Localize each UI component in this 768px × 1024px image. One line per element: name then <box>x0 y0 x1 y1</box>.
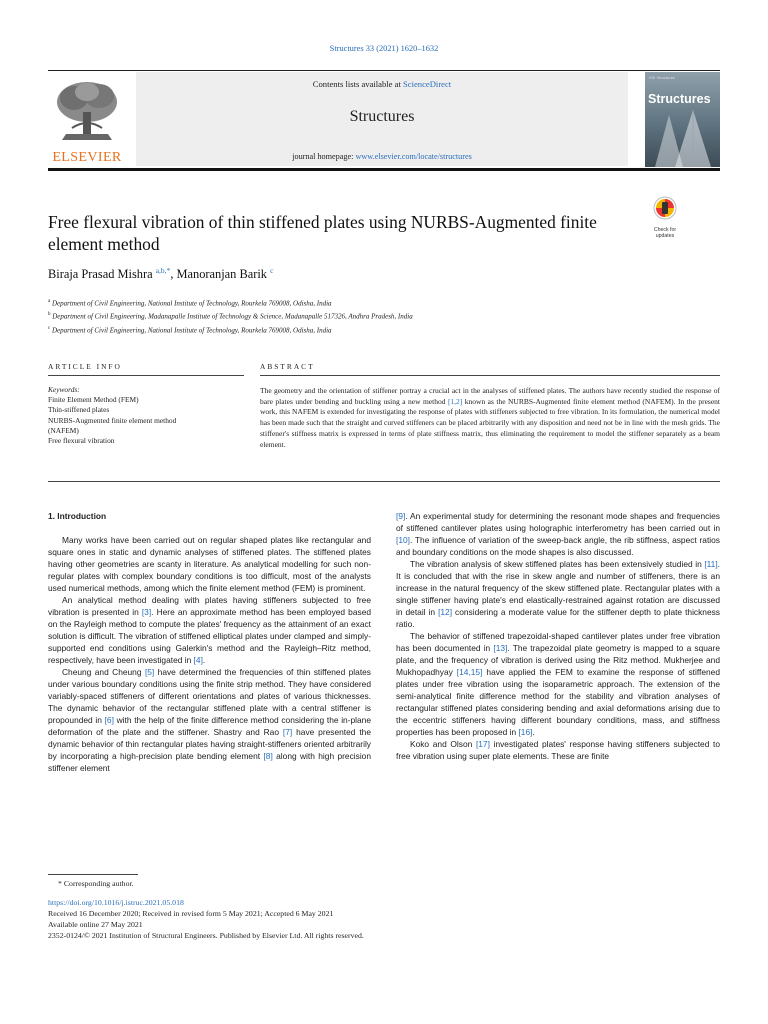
received-dates: Received 16 December 2020; Received in revised form 5 May 2021; Accepted 6 May 2021 <box>48 909 334 918</box>
affiliation-line <box>48 323 413 336</box>
paragraph <box>396 510 720 558</box>
homepage-prefix: journal homepage: <box>292 152 356 161</box>
keyword-item: Thin-stiffened plates <box>48 405 110 415</box>
header-bottom-rule <box>48 168 720 171</box>
citation-link[interactable]: [9] <box>396 511 406 521</box>
available-online-date: Available online 27 May 2021 <box>48 920 143 929</box>
journal-homepage-line <box>136 152 628 161</box>
citation-link[interactable]: [1,2] <box>447 396 463 406</box>
affiliation-text: Department of Civil Engineering, Madanapalle Institute of Technology & Science, Madanapalle 517326, Andhra Pradesh, India <box>52 312 413 321</box>
author-name[interactable]: Manoranjan Barik <box>176 267 268 282</box>
citation-link[interactable]: [4] <box>193 655 203 665</box>
paragraph-text: . The trapezoidal plate geometry is mapped to a square plate, and the frequency of vibration is derived using the Ritz method. Mukherjee and Mukhopadhyay <box>396 643 721 677</box>
copyright-line: 2352-0124/© 2021 Institution of Structural Engineers. Published by Elsevier Ltd. All rights reserved. <box>48 931 364 940</box>
check-updates-icon <box>653 196 677 220</box>
journal-reference[interactable]: Structures 33 (2021) 1620–1632 <box>329 44 439 53</box>
sciencedirect-link[interactable]: ScienceDirect <box>403 79 452 89</box>
paragraph-text: along with high precision stiffener element <box>48 751 371 773</box>
citation-link[interactable]: [10] <box>396 535 410 545</box>
abstract-bottom-rule <box>48 481 720 482</box>
article-title: Free flexural vibration of thin stiffened plates using NURBS-Augmented finite element method <box>48 212 597 254</box>
citation-link[interactable]: [14,15] <box>456 667 483 677</box>
paragraph <box>396 738 720 762</box>
affiliation-text: Department of Civil Engineering, National Institute of Technology, Rourkela 769008, Odisha, India <box>51 299 332 308</box>
check-updates-label: Check for updates <box>653 227 677 239</box>
paragraph-text: . The influence of variation of the sweep-back angle, the rib stiffness, aspect ratios and boundary conditions on the mode shapes is also discussed. <box>396 535 720 557</box>
paragraph-text: . An experimental study for determining the resonant mode shapes and frequencies of stiffened cantilever plates using holographic interferometry has been carried out in <box>396 511 720 533</box>
citation-link[interactable]: [16] <box>518 727 533 737</box>
citation-link[interactable]: [5] <box>144 667 155 677</box>
citation-link[interactable]: [6] <box>104 715 114 725</box>
abstract-text-part: The geometry and the orientation of stiffener portray a crucial act in the analyses of stiffened plates. The authors have recently studied the response of bare plates under bending and buckling using a new method <box>260 386 720 406</box>
elsevier-wordmark: ELSEVIER <box>52 150 122 165</box>
paragraph-text: have determined the frequencies of thin stiffened plates under various boundary conditions using the finite strip method. They have considered variably-spaced stiffeners of different orientations and plates of various thicknesses. The dynamic behavior of the rectangular stiffened plate with a central stiffener is propounded in <box>48 667 371 725</box>
abstract-text <box>260 386 720 450</box>
elsevier-tree-logo <box>52 78 122 148</box>
body-column-right <box>396 510 720 762</box>
citation-link[interactable]: [12] <box>438 607 453 617</box>
paragraph-text: . <box>202 655 206 665</box>
citation-link[interactable]: [13] <box>493 643 508 653</box>
affiliations <box>48 296 413 336</box>
abstract-rule <box>260 375 720 376</box>
citation-link[interactable]: [7] <box>282 727 293 737</box>
paragraph-text: considering a moderate value for the stiffener depth to plate thickness ratio. <box>396 607 720 629</box>
paragraph-text: Koko and Olson <box>410 739 476 749</box>
paragraph-text: have applied the FEM to examine the response of stiffened plates under free vibration using the isoparametric approach. The extension of the semi-analytical finite difference method for the stability and vibration analyses of rectangular stiffened plates considering bending and axial deformations arising due to the eccentric stiffeners having different boundary conditions, mass, and stiffness properties has been proposed in <box>396 667 720 737</box>
paragraph: Many works have been carried out on regular shaped plates like rectangular and square ones in static and dynamic analyses of stiffened plates. The stiffened plates having other geometries are scanty in literature. As analytical modelling for such non-regular plates with complex boundary conditions is too difficult, most of the analysts used numerical methods, among which the finite element method (FEM) is prominent. <box>48 535 371 593</box>
paragraph-text: The behavior of stiffened trapezoidal-shaped cantilever plates under free vibration has been documented in <box>396 631 720 653</box>
author-list: Biraja Prasad Mishra $^{a,b,*}$, Manoranjan Barik $^c$ <box>48 266 274 282</box>
paragraph <box>396 558 720 630</box>
paragraph-text: with the help of the finite difference method considering the in-plane deformation of the plate and the stiffener. Shastry and Rao <box>48 715 371 737</box>
keyword-item: Finite Element Method (FEM) <box>48 395 139 405</box>
paragraph <box>396 630 720 738</box>
keywords-block <box>48 385 176 446</box>
homepage-link[interactable]: www.elsevier.com/locate/structures <box>355 152 472 161</box>
affiliation-text: Department of Civil Engineering, National Institute of Technology, Rourkela 769008, Odisha, India <box>51 325 332 334</box>
citation-link[interactable]: [11] <box>704 559 718 569</box>
keyword-item: (NAFEM) <box>48 425 79 435</box>
paragraph <box>48 594 371 666</box>
author-affiliation-marker[interactable]: a,b,* <box>155 266 171 275</box>
author-affiliation-marker[interactable]: c <box>270 266 274 275</box>
keyword-item: Free flexural vibration <box>48 436 115 446</box>
affiliation-line <box>48 296 413 309</box>
article-info-rule <box>48 375 244 376</box>
citation-link[interactable]: [3] <box>141 607 152 617</box>
abstract-text-part: known as the NURBS-Augmented finite element method (NAFEM). In the present work, this NAFEM is extended for investigating the response of plates with stiffeners subjected to free vibration. In its formulation, the numerical model has been made such that the straight and curved stiffeners can be placed arbitrarily with any disposition and need not be in line with the mesh grids. The stiffener's stiffness matrix is expressed in terms of plate stiffness matrix, thus eliminating the requirement to model the stiffener separately as a beam element. <box>260 396 720 449</box>
keyword-item: NURBS-Augmented finite element method <box>48 415 177 425</box>
keywords-label: Keywords: <box>48 385 80 394</box>
article-info-heading: ARTICLE INFO <box>48 362 122 371</box>
paragraph-text: . It is concluded that with the rise in skew angle and number of stiffeners, there is an increase in the natural frequency of the skew stiffened plate. Rectangular plates with a single stiffener having plate's end elastically-restrained against rotation are discussed in detail in <box>396 559 720 617</box>
affiliation-marker: c <box>48 325 51 331</box>
paragraph-text: have presented the dynamic behavior of thin rectangular plates having straight-stiffeners oriented arbitrarily by incorporating a high-precision plate bending element <box>48 727 371 761</box>
section-heading-introduction: 1. Introduction <box>48 511 107 521</box>
citation-link[interactable]: [17] <box>475 739 490 749</box>
paragraph-text: Cheung and Cheung <box>62 667 145 677</box>
doi-link[interactable]: https://doi.org/10.1016/j.istruc.2021.05.018 <box>48 898 184 907</box>
paragraph <box>48 666 371 774</box>
paragraph-text: . <box>532 727 535 737</box>
footnotes <box>48 878 364 941</box>
author-name[interactable]: Biraja Prasad Mishra <box>48 267 153 282</box>
paragraph-text: investigated plates' response having stiffeners subjected to free vibration using super plate elements. These are finite <box>396 739 721 761</box>
abstract-heading: ABSTRACT <box>260 362 315 371</box>
cover-building-graphic <box>645 110 720 167</box>
affiliation-marker: a <box>48 299 51 304</box>
cover-title: Structures <box>648 92 711 106</box>
header-top-rule <box>48 70 720 71</box>
citation-link[interactable]: [8] <box>263 751 273 761</box>
affiliation-marker: b <box>48 312 51 318</box>
footnote-rule <box>48 874 138 875</box>
check-for-updates-badge[interactable] <box>648 196 682 239</box>
contents-line <box>136 79 628 89</box>
paragraph-text: An analytical method dealing with plates having stiffeners subjected to free vibration is presented in <box>48 595 371 617</box>
paragraph-text: The vibration analysis of skew stiffened plates has been extensively studied in <box>410 559 705 569</box>
contents-prefix: Contents lists available at <box>312 79 403 89</box>
journal-name: Structures <box>349 108 415 125</box>
affiliation-line <box>48 309 413 322</box>
body-column-left <box>48 510 371 774</box>
journal-cover-image[interactable] <box>645 72 720 167</box>
paragraph-text: . Here an approximate method has been employed based on the Rayleigh method to compute the plates' frequency as the attainment of an exact solution is difficult. The vibration of stiffened elliptical plates under clamped and simply-supported end conditions using Galerkin's method and the Rayleigh–Ritz method, respectively, have been investigated in <box>48 607 372 665</box>
cover-top-text: ISE Structures <box>649 75 675 80</box>
corresponding-author-note: * Corresponding author. <box>58 879 134 888</box>
